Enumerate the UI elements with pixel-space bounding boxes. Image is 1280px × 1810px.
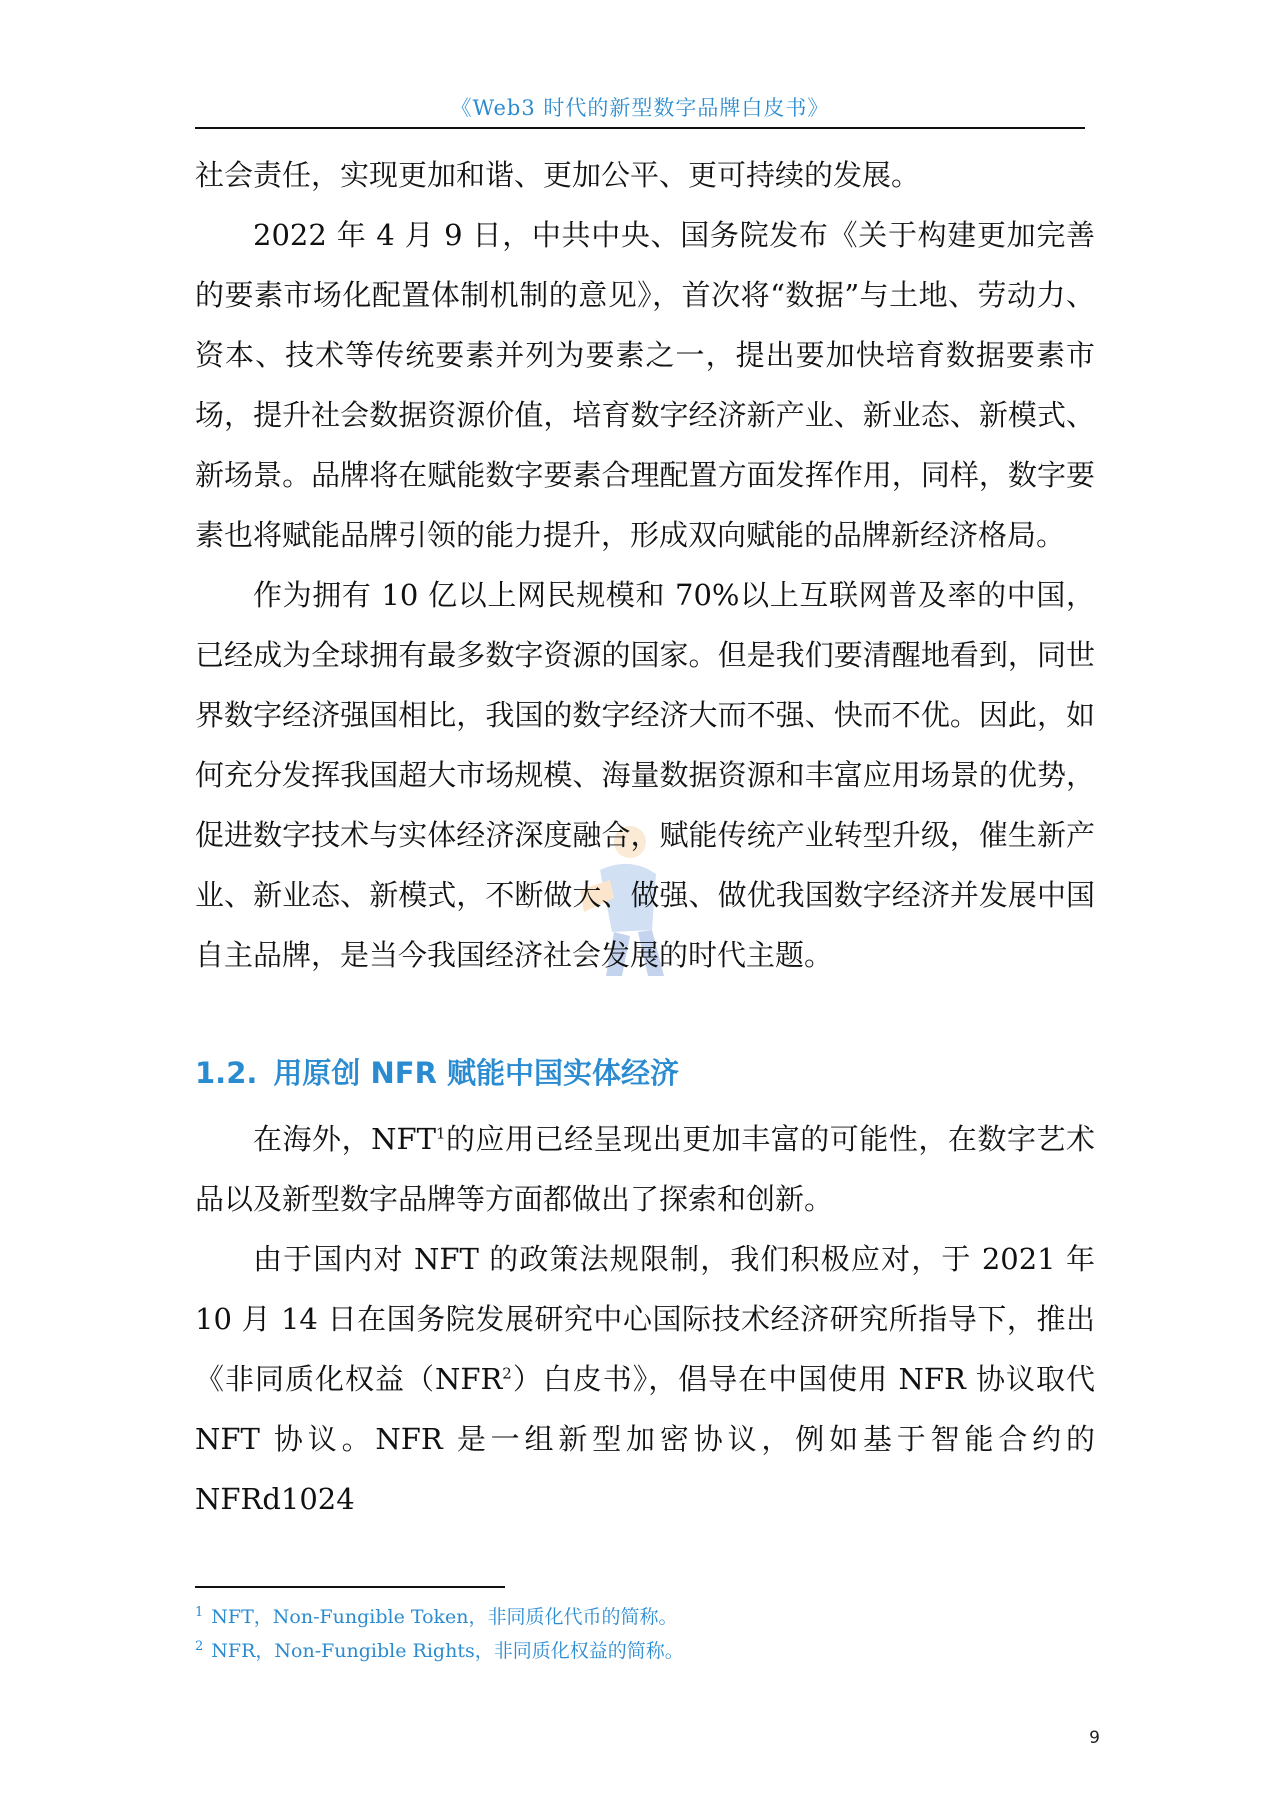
- paragraph-data-policy: 2022 年 4 月 9 日，中共中央、国务院发布《关于构建更加完善的要素市场化配置体制机制的意见》，首次将“数据”与土地、劳动力、资本、技术等传统要素并列为要素之一，提出要加快培育数据要素市场，提升社会数据资源价值，培育数字经济新产业、新业态、新模式、新场景。品牌将在赋能数字要素合理配置方面发挥作用，同样，数字要素也将赋能品牌引领的能力提升，形成双向赋能的品牌新经济格局。: [195, 218, 1095, 552]
- footnotes: [195, 1600, 1085, 1668]
- paragraph-nft-overseas-start: 在海外，NFT: [253, 1122, 436, 1156]
- section-heading: [195, 1043, 1095, 1103]
- footnote-2: [195, 1634, 1085, 1668]
- running-header: 《Web3 时代的新型数字品牌白皮书》: [450, 96, 830, 120]
- section-title: 用原创 NFR 赋能中国实体经济: [273, 1056, 679, 1090]
- footnote-2-text: NFR，Non-Fungible Rights，非同质化权益的简称。: [211, 1640, 684, 1662]
- paragraph-digital-economy: 作为拥有 10 亿以上网民规模和 70%以上互联网普及率的中国，已经成为全球拥有最多数字资源的国家。但是我们要清醒地看到，同世界数字经济强国相比，我国的数字经济大而不强、快而不优。因此，如何充分发挥我国超大市场规模、海量数据资源和丰富应用场景的优势，促进数字技术与实体经济深度融合，赋能传统产业转型升级，催生新产业、新业态、新模式，不断做大、做强、做优我国数字经济并发展中国自主品牌，是当今我国经济社会发展的时代主题。: [195, 578, 1095, 972]
- footnote-1-number: 1: [195, 1604, 204, 1620]
- footnote-ref-2[interactable]: 2: [502, 1364, 512, 1383]
- paragraph-nfr-whitepaper: [195, 1229, 1095, 1529]
- paragraph-nft-overseas: [195, 1109, 1095, 1229]
- footnote-2-number: 2: [195, 1638, 204, 1654]
- paragraph-nfr-whitepaper-start: 由于国内对 NFT 的政策法规限制，我们积极应对，于 2021 年 10 月 14 日在国务院发展研究中心国际技术经济研究所指导下，推出《非同质化权益（NFR: [195, 1242, 1095, 1396]
- footnote-1: [195, 1600, 1085, 1634]
- paragraph-nft-overseas-rest: 的应用已经呈现出更加丰富的可能性，在数字艺术品以及新型数字品牌等方面都做出了探索和创新。: [195, 1122, 1095, 1216]
- footnote-rule: [195, 1586, 505, 1588]
- paragraph-nfr-whitepaper-rest: ）白皮书》，倡导在中国使用 NFR 协议取代 NFT 协议。NFR 是一组新型加密协议，例如基于智能合约的 NFRd1024: [195, 1362, 1095, 1516]
- page-number: 9: [1089, 1728, 1100, 1748]
- footnote-ref-1[interactable]: 1: [435, 1124, 446, 1143]
- footnote-1-text: NFT，Non-Fungible Token，非同质化代币的简称。: [211, 1606, 678, 1628]
- paragraph-continued: 社会责任，实现更加和谐、更加公平、更可持续的发展。: [195, 158, 921, 192]
- section-number: 1.2.: [195, 1056, 258, 1090]
- header-rule: [195, 127, 1085, 129]
- body-text: [195, 145, 1095, 1529]
